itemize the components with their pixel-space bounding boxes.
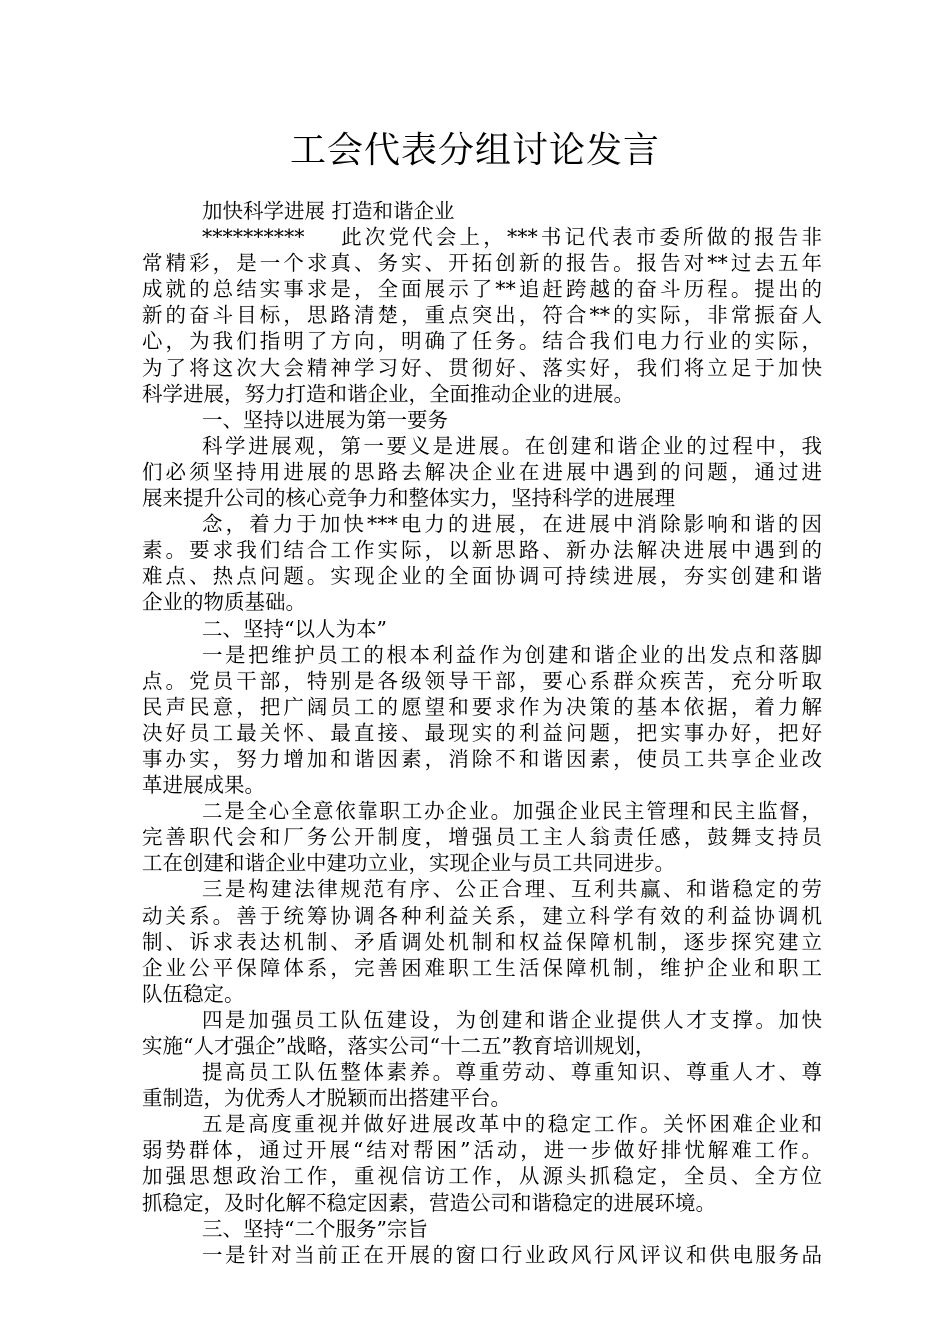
text-line: 成就的总结实事求是，全面展示了**追赶跨越的奋斗历程。提出的 <box>142 277 822 302</box>
document-title: 工会代表分组讨论发言 <box>289 130 660 171</box>
text-line: 素。要求我们结合工作实际，以新思路、新办法解决进展中遇到的 <box>142 538 822 563</box>
text-line: ********** 此次党代会上，***书记代表市委所做的报告非 <box>202 225 822 250</box>
text-line: 心，为我们指明了方向，明确了任务。结合我们电力行业的实际， <box>142 329 822 354</box>
text-line: 企业公平保障体系，完善困难职工生活保障机制，维护企业和职工 <box>142 955 822 980</box>
text-line: 工在创建和谐企业中建功立业，实现企业与员工共同进步。 <box>142 851 675 876</box>
text-line: 二是全心全意依靠职工办企业。加强企业民主管理和民主监督， <box>202 799 822 824</box>
text-line: 二、坚持“以人为本” <box>202 616 387 641</box>
text-line: 新的奋斗目标，思路清楚，重点突出，符合**的实际，非常振奋人 <box>142 303 822 328</box>
text-line: 五是高度重视并做好进展改革中的稳定工作。关怀困难企业和 <box>202 1112 822 1137</box>
text-line: 企业的物质基础。 <box>142 590 306 615</box>
text-line: 实施“人才强企”战略，落实公司“十二五”教育培训规划， <box>142 1034 656 1058</box>
text-line: 提高员工队伍整体素养。尊重劳动、尊重知识、尊重人才、尊 <box>202 1060 822 1085</box>
text-line: 加快科学进展 打造和谐企业 <box>202 199 455 223</box>
text-line: 重制造，为优秀人才脱颖而出搭建平台。 <box>142 1086 511 1111</box>
text-line: 念，着力于加快***电力的进展，在进展中消除影响和谐的因 <box>202 512 822 537</box>
text-line: 一是把维护员工的根本利益作为创建和谐企业的出发点和落脚 <box>202 642 822 667</box>
text-line: 点。党员干部，特别是各级领导干部，要心系群众疾苦，充分听取 <box>142 668 822 693</box>
text-line: 一是针对当前正在开展的窗口行业政风行风评议和供电服务品 <box>202 1242 822 1267</box>
text-line: 们必须坚持用进展的思路去解决企业在进展中遇到的问题，通过进 <box>142 459 822 484</box>
text-line: 决好员工最关怀、最直接、最现实的利益问题，把实事办好，把好 <box>142 720 822 745</box>
text-line: 抓稳定，及时化解不稳定因素，营造公司和谐稳定的进展环境。 <box>142 1190 716 1215</box>
text-line: 一、坚持以进展为第一要务 <box>202 407 448 432</box>
text-line: 三是构建法律规范有序、公正合理、互利共赢、和谐稳定的劳 <box>202 877 822 902</box>
text-line: 展来提升公司的核心竞争力和整体实力，坚持科学的进展理 <box>142 486 675 511</box>
text-line: 弱势群体，通过开展“结对帮困”活动，进一步做好排忧解难工作。 <box>142 1138 822 1163</box>
text-line: 民声民意，把广阔员工的愿望和要求作为决策的基本依据，着力解 <box>142 694 822 719</box>
text-line: 完善职代会和厂务公开制度，增强员工主人翁责任感，鼓舞支持员 <box>142 825 822 850</box>
text-line: 事办实，努力增加和谐因素，消除不和谐因素，使员工共享企业改 <box>142 746 822 771</box>
text-line: 科学进展观，第一要义是进展。在创建和谐企业的过程中，我 <box>202 433 822 458</box>
text-line: 科学进展，努力打造和谐企业，全面推动企业的进展。 <box>142 381 634 406</box>
text-line: 常精彩，是一个求真、务实、开拓创新的报告。报告对**过去五年 <box>142 251 822 276</box>
text-line: 难点、热点问题。实现企业的全面协调可持续进展，夯实创建和谐 <box>142 564 822 589</box>
document-body <box>142 198 822 1268</box>
text-line: 加强思想政治工作，重视信访工作，从源头抓稳定，全员、全方位 <box>142 1164 822 1189</box>
text-line: 动关系。善于统筹协调各种利益关系，建立科学有效的利益协调机 <box>142 903 822 928</box>
text-line: 制、诉求表达机制、矛盾调处机制和权益保障机制，逐步探究建立 <box>142 929 822 954</box>
text-line: 三、坚持“二个服务”宗旨 <box>202 1216 428 1241</box>
text-line: 革进展成果。 <box>142 773 265 798</box>
text-line: 为了将这次大会精神学习好、贯彻好、落实好，我们将立足于加快 <box>142 355 822 380</box>
text-line: 四是加强员工队伍建设，为创建和谐企业提供人才支撑。加快 <box>202 1007 822 1032</box>
text-line: 队伍稳定。 <box>142 981 245 1006</box>
